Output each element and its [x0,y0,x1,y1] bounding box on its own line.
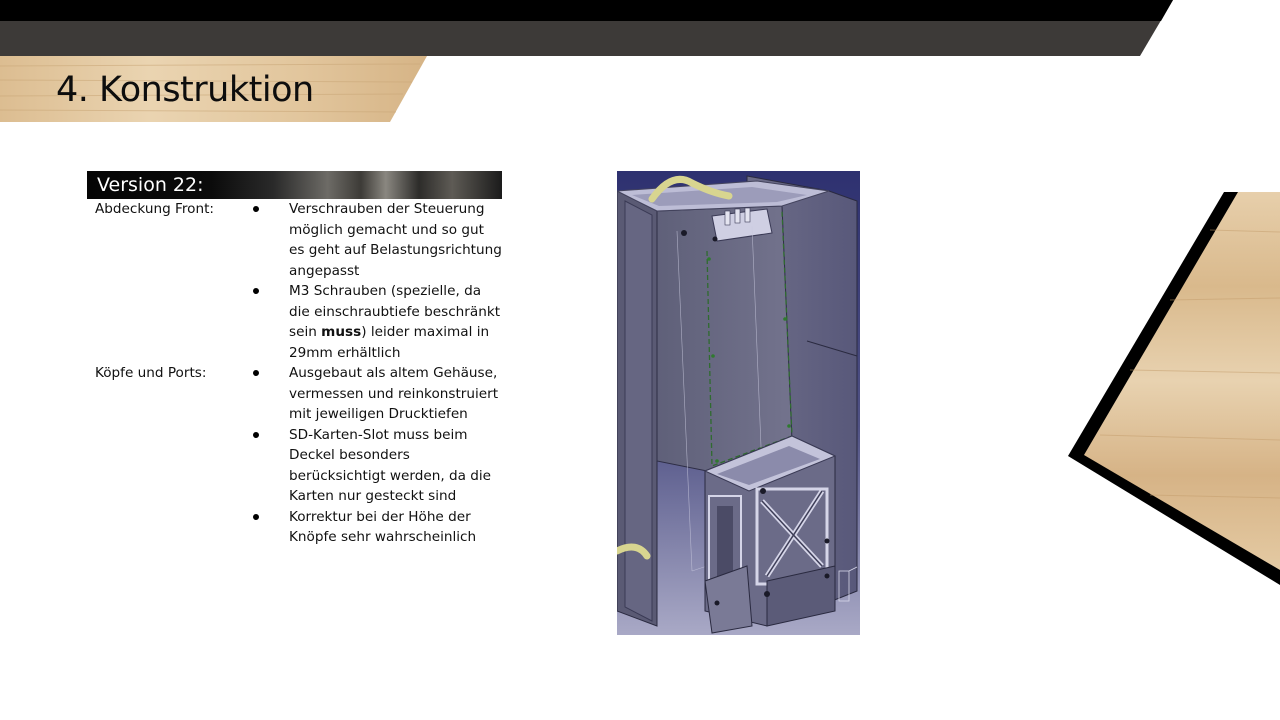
list-item: Ausgebaut als altem Gehäuse, vermessen und reinkonstruiert mit jeweiligen Drucktiefen [245,363,502,425]
decorative-wood-shape [1060,190,1280,590]
list-item: M3 Schrauben (spezielle, da die einschraubtiefe beschränkt sein muss) leider maximal in 29mm erhältlich [245,281,502,363]
spec-label: Abdeckung Front: [95,201,214,217]
spec-list [245,363,502,548]
section-header [87,171,502,199]
spec-row [87,363,502,548]
spec-table [87,199,502,548]
slide-title: 4. Konstruktion [56,70,314,110]
section-header-label: Version 22: [97,174,204,196]
spec-row [87,199,502,363]
cad-model-image [617,171,860,635]
list-item: Verschrauben der Steuerung möglich gemacht und so gut es geht auf Belastungsrichtung angepasst [245,199,502,281]
spec-label: Köpfe und Ports: [95,365,207,381]
spec-list [245,199,502,363]
list-item: Korrektur bei der Höhe der Knöpfe sehr wahrscheinlich [245,507,502,548]
list-item: SD-Karten-Slot muss beim Deckel besonders berücksichtigt werden, da die Karten nur gesteckt sind [245,425,502,507]
